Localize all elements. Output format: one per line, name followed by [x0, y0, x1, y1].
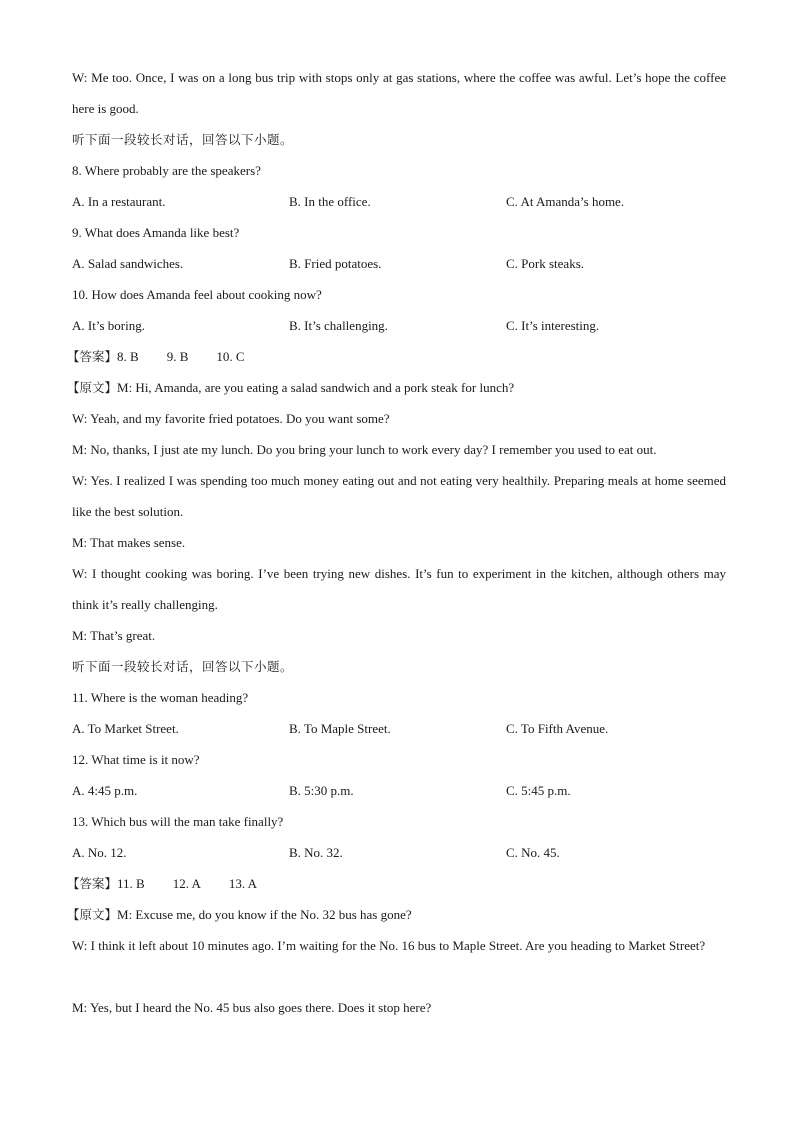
answer-label: 【答案】: [67, 876, 118, 891]
option-a: A. To Market Street.: [72, 721, 179, 736]
option-c: C. 5:45 p.m.: [506, 783, 571, 798]
question-12: 12. What time is it now?: [72, 752, 200, 767]
option-c: C. It’s interesting.: [506, 318, 600, 333]
options-9: [72, 248, 726, 279]
options-8: [72, 186, 726, 217]
option-a: A. In a restaurant.: [72, 194, 166, 209]
answer-key: [67, 868, 726, 899]
option-b: B. Fried potatoes.: [289, 256, 382, 271]
transcript-line: M: That’s great.: [72, 628, 156, 643]
options-11: [72, 713, 726, 744]
transcript-line: W: I think it left about 10 minutes ago. I’m waiting for the No. 16 bus to Maple Street. Are you heading to Market Street?: [72, 938, 706, 953]
transcript-line: M: No, thanks, I just ate my lunch. Do you bring your lunch to work every day? I remember you used to eat out.: [72, 442, 657, 457]
question-9: 9. What does Amanda like best?: [72, 225, 240, 240]
answer-label: 【答案】: [67, 349, 118, 364]
answer-item: 10. C: [216, 349, 245, 364]
option-a: A. It’s boring.: [72, 318, 145, 333]
transcript-line: M: That makes sense.: [72, 535, 186, 550]
answer-key: [67, 341, 726, 372]
transcript-line: [67, 372, 726, 403]
transcript-text: M: Hi, Amanda, are you eating a salad sandwich and a pork steak for lunch?: [117, 380, 515, 395]
document-page: [67, 62, 726, 1023]
answer-item: 11. B: [117, 876, 145, 891]
transcript-line: [67, 899, 726, 930]
options-12: [72, 775, 726, 806]
answer-item: 9. B: [166, 349, 189, 364]
question-10: 10. How does Amanda feel about cooking now?: [72, 287, 322, 302]
section-instruction: 听下面一段较长对话，回答以下小题。: [72, 132, 294, 147]
transcript-label: 【原文】: [67, 907, 118, 922]
options-13: [72, 837, 726, 868]
option-a: A. 4:45 p.m.: [72, 783, 138, 798]
option-b: B. 5:30 p.m.: [289, 783, 354, 798]
question-13: 13. Which bus will the man take finally?: [72, 814, 284, 829]
option-c: C. To Fifth Avenue.: [506, 721, 609, 736]
transcript-text: M: Excuse me, do you know if the No. 32 bus has gone?: [117, 907, 412, 922]
transcript-line: W: I thought cooking was boring. I’ve been trying new dishes. It’s fun to experiment in the kitchen, although others may think it’s really challenging.: [72, 566, 726, 612]
intro-paragraph: W: Me too. Once, I was on a long bus trip with stops only at gas stations, where the coffee was awful. Let’s hope the coffee here is good.: [72, 70, 726, 116]
options-10: [72, 310, 726, 341]
section-instruction: 听下面一段较长对话，回答以下小题。: [72, 659, 294, 674]
option-b: B. No. 32.: [289, 845, 343, 860]
option-c: C. Pork steaks.: [506, 256, 584, 271]
option-c: C. At Amanda’s home.: [506, 194, 625, 209]
answer-item: 13. A: [228, 876, 258, 891]
option-c: C. No. 45.: [506, 845, 560, 860]
answer-item: 8. B: [117, 349, 139, 364]
transcript-line: W: Yeah, and my favorite fried potatoes. Do you want some?: [72, 411, 390, 426]
option-a: A. Salad sandwiches.: [72, 256, 184, 271]
option-a: A. No. 12.: [72, 845, 127, 860]
option-b: B. It’s challenging.: [289, 318, 388, 333]
transcript-label: 【原文】: [67, 380, 118, 395]
answer-item: 12. A: [172, 876, 201, 891]
question-8: 8. Where probably are the speakers?: [72, 163, 261, 178]
option-b: B. To Maple Street.: [289, 721, 391, 736]
transcript-line: W: Yes. I realized I was spending too much money eating out and not eating very healthily. Preparing meals at home seemed like the best solution.: [72, 473, 726, 519]
transcript-line: M: Yes, but I heard the No. 45 bus also goes there. Does it stop here?: [72, 1000, 432, 1015]
question-11: 11. Where is the woman heading?: [72, 690, 249, 705]
option-b: B. In the office.: [289, 194, 371, 209]
